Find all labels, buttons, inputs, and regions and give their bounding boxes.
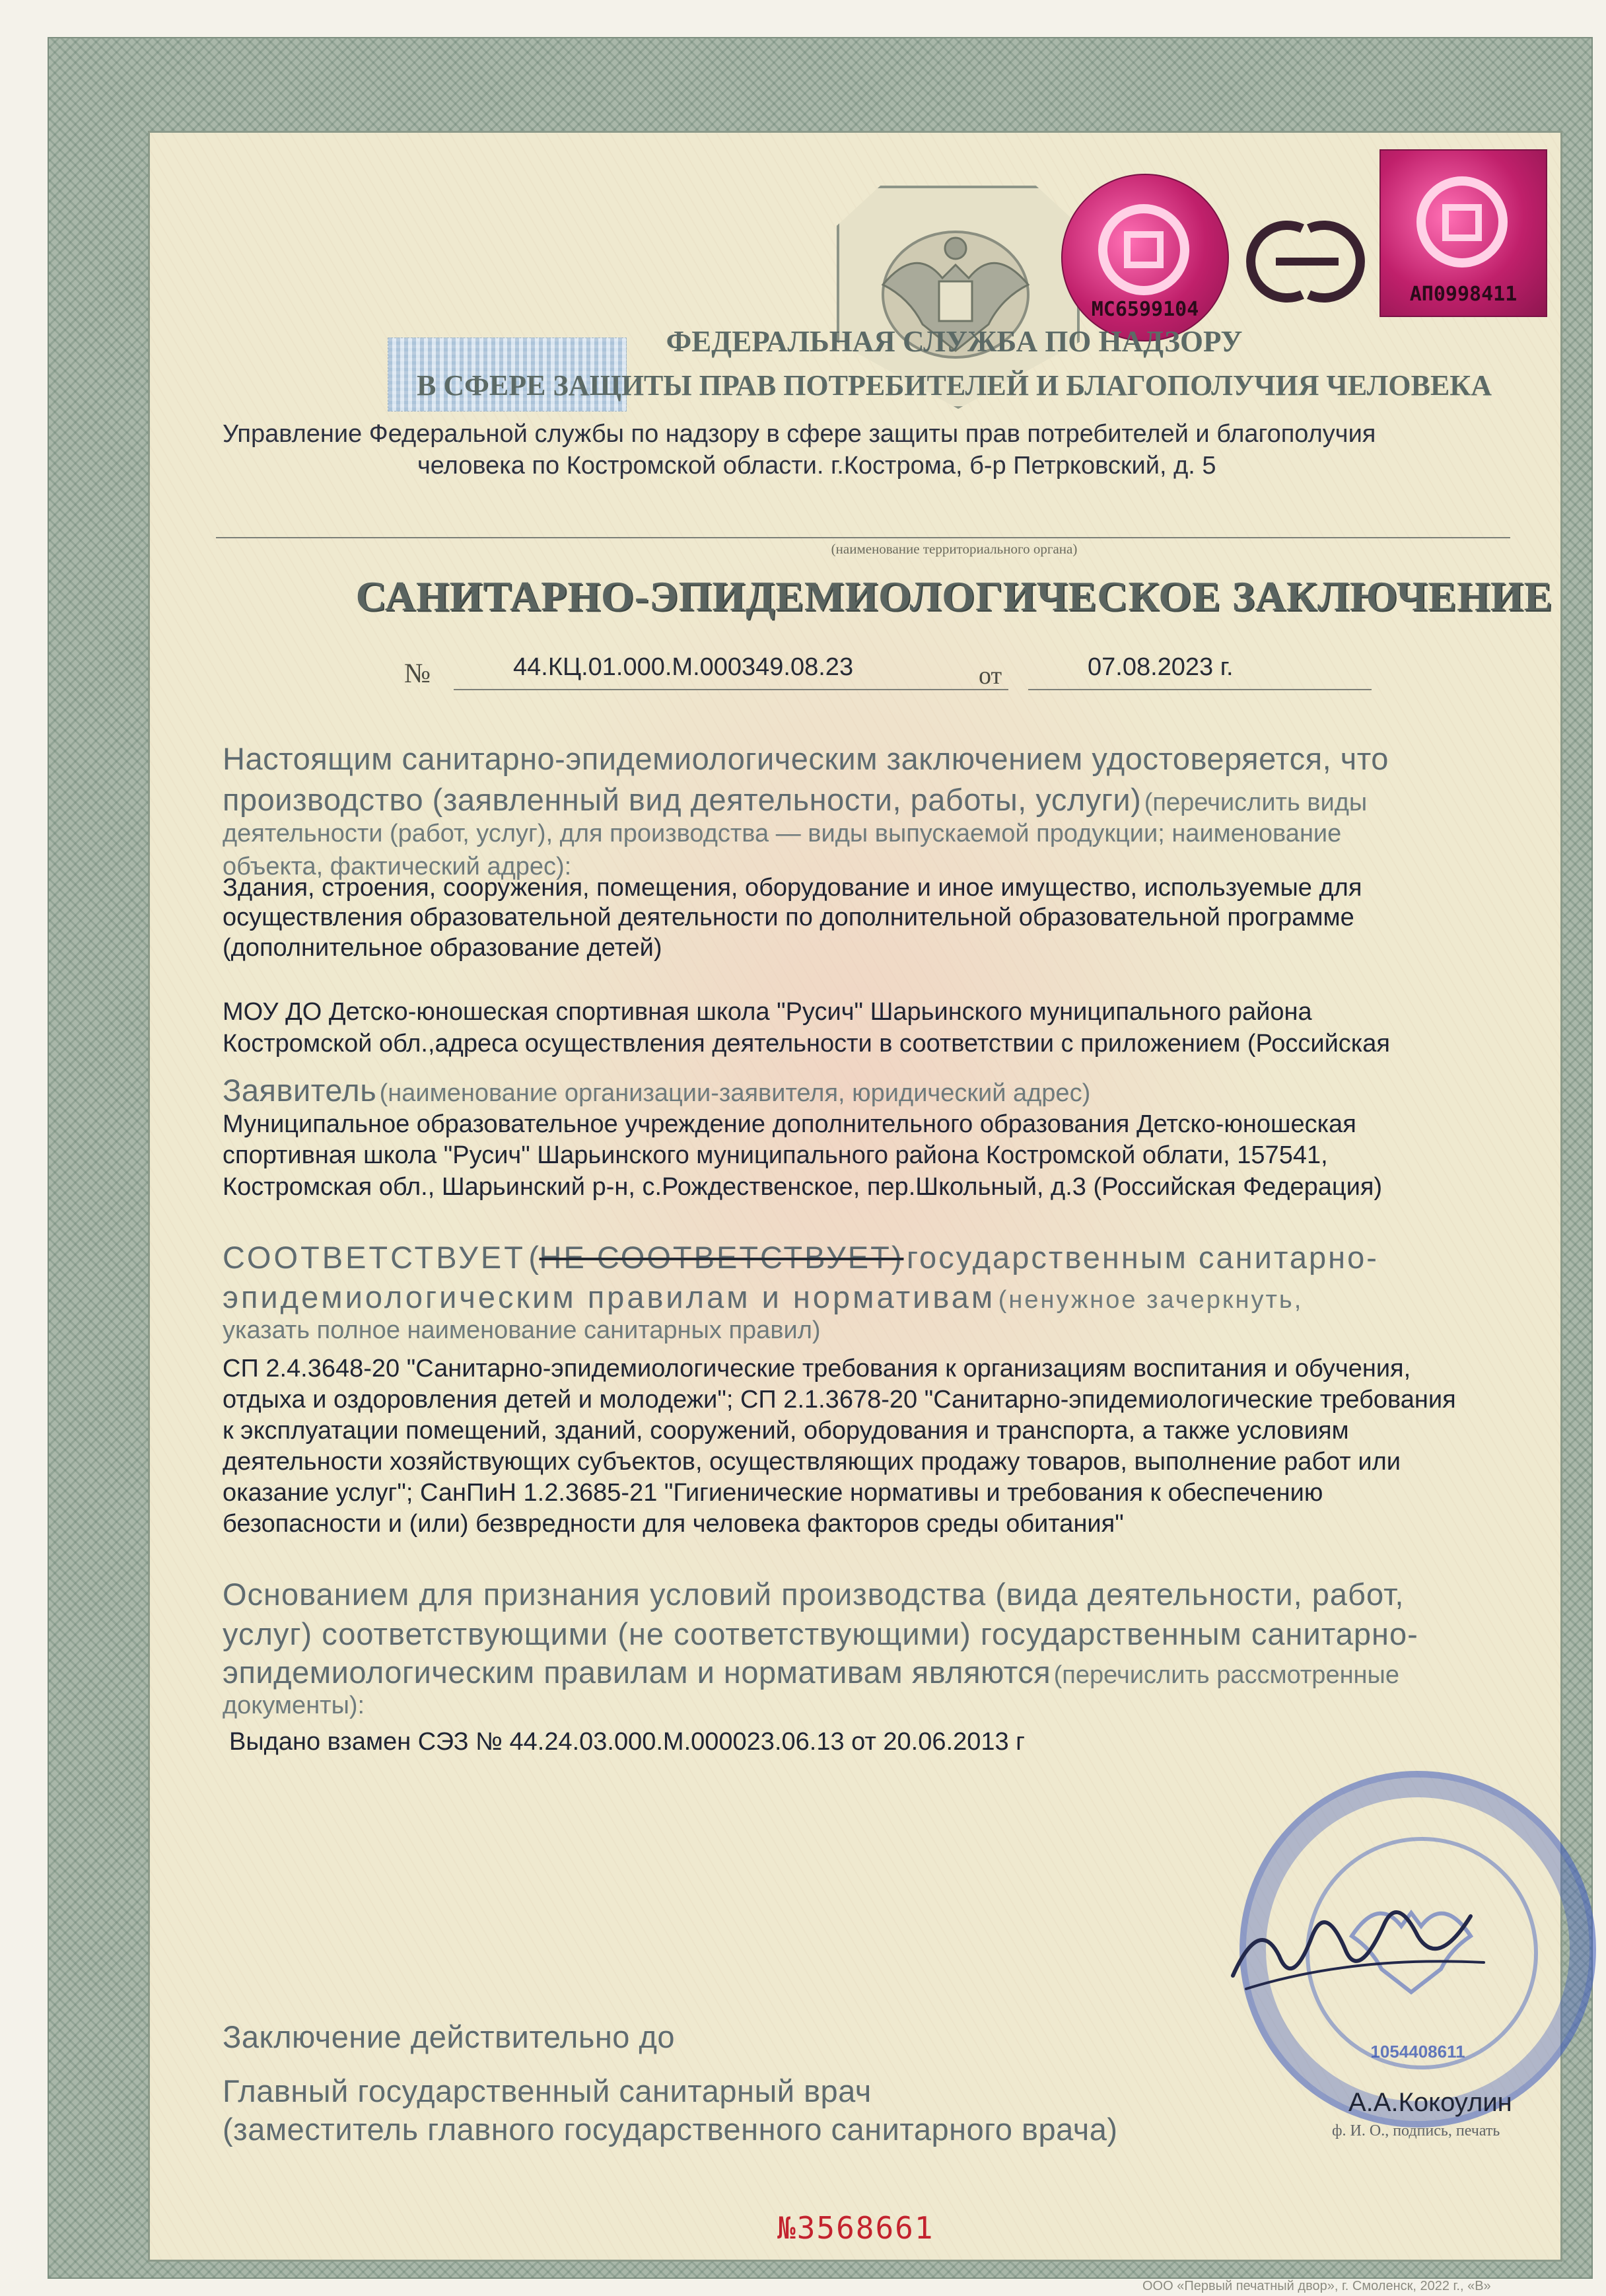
territorial-caption: (наименование территориального органа): [831, 541, 1078, 557]
date-underline: [1028, 689, 1372, 690]
applicant-hint: (наименование организации-заявителя, юридический адрес): [379, 1079, 1091, 1107]
applicant-line2: спортивная школа "Русич" Шарьинского муниципального района Костромской облати, 157541,: [223, 1141, 1328, 1169]
hologram-sticker-left: [1061, 174, 1229, 341]
complies-word: СООТВЕТСТВУЕТ: [223, 1240, 526, 1275]
sticker-left-number: МС6599104: [1091, 298, 1199, 321]
security-border: [48, 37, 1593, 2279]
applicant-line1: Муниципальное образовательное учреждение дополнительного образования Детско-юношеская: [223, 1110, 1356, 1138]
production-intro-hint: (перечислить виды: [1144, 789, 1368, 816]
compliance-line2: [223, 1279, 1303, 1315]
production-value-line3: (дополнительное образование детей): [223, 934, 662, 962]
compliance-line1-rest: государственным санитарно-: [906, 1240, 1379, 1275]
production-value-line2: осуществления образовательной деятельности по дополнительной образовательной программе: [223, 904, 1354, 931]
production-intro-line4: объекта, фактический адрес):: [223, 853, 572, 880]
doctor-line1: Главный государственный санитарный врач: [223, 2073, 872, 2108]
production-intro-main: производство (заявленный вид деятельности, работы, услуги): [223, 782, 1142, 817]
printer-imprint: ООО «Первый печатный двор», г. Смоленск, 2022 г., «В»: [1142, 2279, 1491, 2293]
production-intro-line3: деятельности (работ, услуг), для производства — виды выпускаемой продукции; наименование: [223, 820, 1342, 847]
rules-line2: отдыха и оздоровления детей и молодежи"; СП 2.1.3678-20 "Санитарно-эпидемиологические требования: [223, 1386, 1456, 1414]
basis-line3: [223, 1654, 1399, 1690]
sticker-right-number: АП0998411: [1409, 283, 1518, 306]
compliance-line3: указать полное наименование санитарных правил): [223, 1316, 821, 1344]
compliance-line1: [223, 1239, 1379, 1275]
rules-line5: оказание услуг"; СанПиН 1.2.3685-21 "Гигиенические нормативы и требования к обеспечению: [223, 1479, 1323, 1507]
object-line2: Костромской обл.,адреса осуществления деятельности в соответствии с приложением (Российская: [223, 1030, 1390, 1058]
agency-name-line2: В СФЕРЕ ЗАЩИТЫ ПРАВ ПОТРЕБИТЕЛЕЙ И БЛАГОПОЛУЧИЯ ЧЕЛОВЕКА: [417, 369, 1492, 402]
production-value-line1: Здания, строения, сооружения, помещения, оборудование и иное имущество, используемые для: [223, 874, 1362, 902]
rules-line4: деятельности хозяйствующих субъектов, осуществляющих продажу товаров, выполнение работ или: [223, 1448, 1401, 1476]
signer-name: А.А.Кокоулин: [1348, 2088, 1512, 2117]
date-label: от: [979, 662, 1002, 690]
basis-line3-hint: (перечислить рассмотренные: [1053, 1661, 1399, 1689]
compliance-line2-hint: (ненужное зачеркнуть,: [998, 1286, 1304, 1314]
number-value: 44.КЦ.01.000.М.000349.08.23: [513, 653, 854, 681]
basis-line1: Основанием для признания условий производства (вида деятельности, работ,: [223, 1577, 1405, 1612]
territorial-body-line1: Управление Федеральной службы по надзору в сфере защиты прав потребителей и благополучия: [223, 420, 1376, 448]
basis-value: Выдано взамен СЭЗ № 44.24.03.000.М.000023.06.13 от 20.06.2013 г: [229, 1728, 1026, 1756]
agency-name-line1: ФЕДЕРАЛЬНАЯ СЛУЖБА ПО НАДЗОРУ: [666, 325, 1243, 358]
applicant-label: Заявитель: [223, 1073, 377, 1108]
se-logo: [1239, 209, 1372, 314]
applicant-line3: Костромская обл., Шарьинский р-н, с.Рождественское, пер.Школьный, д.3 (Российская Федерация): [223, 1173, 1383, 1201]
doctor-line2: (заместитель главного государственного санитарного врача): [223, 2112, 1118, 2147]
rules-line3: к эксплуатации помещений, зданий, сооружений, оборудования и транспорта, а также условиям: [223, 1417, 1349, 1445]
document-title: САНИТАРНО-ЭПИДЕМИОЛОГИЧЕСКОЕ ЗАКЛЮЧЕНИЕ: [355, 573, 1553, 620]
hologram-sticker-right: [1379, 149, 1547, 317]
territorial-underline: [216, 537, 1510, 538]
territorial-body-line2: человека по Костромской области. г.Кострома, б-р Петрковский, д. 5: [417, 452, 1216, 480]
handwritten-signature: [1220, 1877, 1497, 2009]
number-label: №: [404, 659, 431, 689]
production-intro-line2: [223, 781, 1367, 818]
production-intro-line1: Настоящим санитарно-эпидемиологическим заключением удостоверяется, что: [223, 741, 1389, 776]
applicant-heading: [223, 1072, 1090, 1108]
basis-line3-main: эпидемиологическим правилам и нормативам являются: [223, 1655, 1051, 1690]
rules-line1: СП 2.4.3648-20 "Санитарно-эпидемиологические требования к организациям воспитания и обучения,: [223, 1355, 1411, 1382]
basis-line2: услуг) соответствующими (не соответствующими) государственным санитарно-: [223, 1616, 1418, 1651]
compliance-paren: (: [528, 1240, 540, 1275]
blank-serial-number: №3568661: [777, 2210, 934, 2246]
not-complies-struck: НЕ СООТВЕТСТВУЕТ): [539, 1240, 904, 1275]
rules-line6: безопасности и (или) безвредности для человека факторов среды обитания": [223, 1510, 1124, 1538]
valid-until: Заключение действительно до: [223, 2019, 676, 2054]
signer-caption: ф. И. О., подпись, печать: [1332, 2122, 1500, 2139]
certificate-paper: [148, 131, 1562, 2262]
basis-line4: документы):: [223, 1692, 365, 1719]
date-value: 07.08.2023 г.: [1088, 653, 1234, 681]
seal-digits: 1054408611: [1370, 2042, 1465, 2062]
se-logo-icon: [1239, 209, 1372, 314]
object-line1: МОУ ДО Детско-юношеская спортивная школа "Русич" Шарьинского муниципального района: [223, 998, 1312, 1026]
number-underline: [454, 689, 1008, 690]
compliance-line2-main: эпидемиологическим правилам и нормативам: [223, 1279, 996, 1314]
